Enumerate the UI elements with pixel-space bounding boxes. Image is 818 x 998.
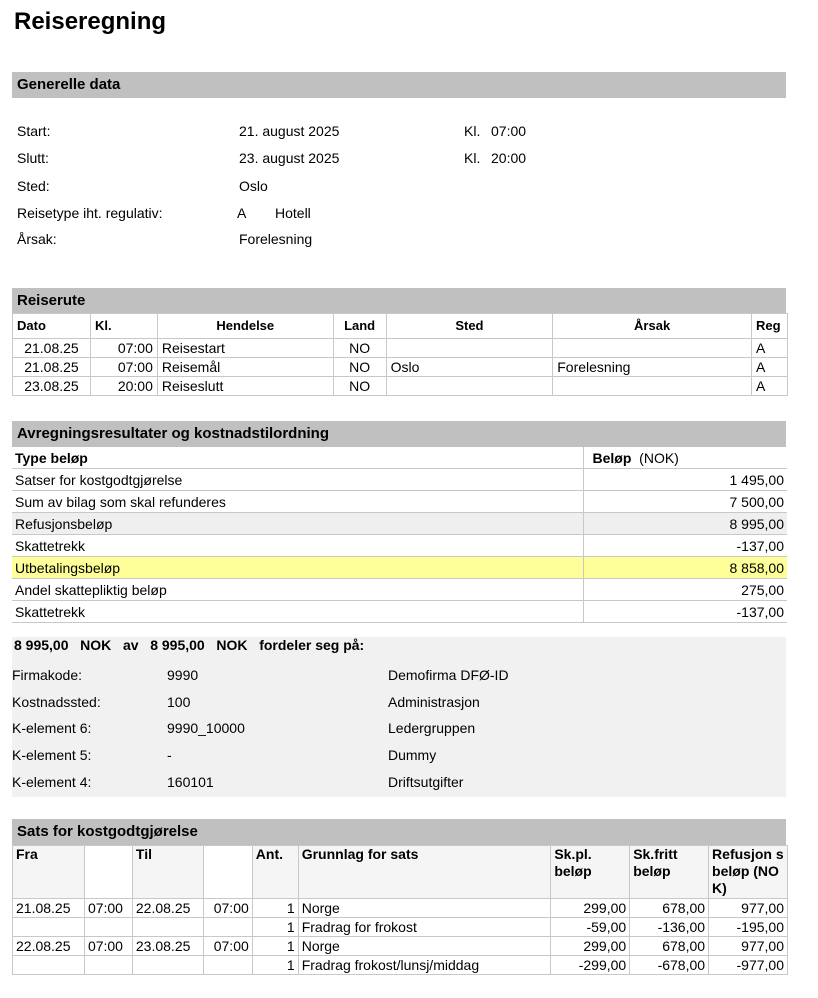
rate-refund: -195,00 — [709, 918, 788, 937]
rate-to-time — [203, 956, 252, 975]
table-row — [12, 601, 787, 623]
rate-taxfree: 678,00 — [630, 899, 709, 918]
table-row — [12, 535, 787, 557]
rate-from-time — [84, 918, 132, 937]
table-row — [12, 491, 787, 513]
route-reason — [553, 339, 752, 358]
route-reg: A — [751, 358, 787, 377]
rate-from-date — [13, 956, 85, 975]
route-event: Reisestart — [157, 339, 333, 358]
dist-code: 100 — [167, 694, 191, 710]
dist-code: - — [167, 747, 172, 763]
rate-basis: Fradrag for frokost — [298, 918, 551, 937]
distribution-summary — [14, 637, 364, 653]
route-time: 20:00 — [90, 377, 157, 396]
place-label: Sted: — [17, 178, 50, 194]
rate-taxable: -59,00 — [551, 918, 630, 937]
settlement-amount: 7 500,00 — [583, 491, 787, 513]
settlement-label: Andel skattepliktig beløp — [12, 579, 583, 601]
distribution-total: 8 995,00 — [150, 637, 205, 653]
rate-taxfree: 678,00 — [630, 937, 709, 956]
route-reason: Forelesning — [553, 358, 752, 377]
rate-count: 1 — [252, 937, 298, 956]
travel-type-value: Hotell — [275, 205, 311, 221]
rate-to-date — [132, 918, 203, 937]
route-reg: A — [751, 339, 787, 358]
table-row — [13, 918, 788, 937]
rate-from-time — [84, 956, 132, 975]
route-reason — [553, 377, 752, 396]
rate-count: 1 — [252, 918, 298, 937]
rate-taxfree: -678,00 — [630, 956, 709, 975]
rates-table — [12, 845, 788, 975]
col-type: Type beløp — [12, 447, 583, 469]
col-sted: Sted — [386, 314, 553, 339]
table-row — [12, 513, 787, 535]
settlement-amount: 1 495,00 — [583, 469, 787, 491]
route-event: Reiseslutt — [157, 377, 333, 396]
dist-code: 9990_10000 — [167, 720, 245, 736]
rate-taxable: 299,00 — [551, 899, 630, 918]
start-date: 21. august 2025 — [239, 123, 340, 139]
general-header: Generelle data — [12, 72, 786, 98]
route-place: Oslo — [386, 358, 553, 377]
col-count: Ant. — [252, 846, 298, 899]
dist-label: K-element 6: — [12, 720, 92, 736]
route-header: Reiserute — [12, 288, 786, 314]
dist-desc: Driftsutgifter — [388, 774, 464, 790]
table-row — [13, 956, 788, 975]
rates-header: Sats for kostgodtgjørelse — [12, 819, 786, 845]
settlement-label: Skattetrekk — [12, 535, 583, 557]
distribution-currency: NOK — [80, 637, 112, 653]
dist-label: Kostnadssted: — [12, 694, 101, 710]
dist-desc: Ledergruppen — [388, 720, 476, 736]
start-label: Start: — [17, 123, 51, 139]
end-label: Slutt: — [17, 150, 49, 166]
table-row — [13, 899, 788, 918]
rate-to-time — [203, 918, 252, 937]
distribution-av: av — [122, 637, 139, 653]
route-date: 21.08.25 — [13, 358, 91, 377]
rate-taxable: -299,00 — [551, 956, 630, 975]
col-amount: Beløp — [592, 449, 632, 466]
col-hendelse: Hendelse — [157, 314, 333, 339]
col-from: Fra — [13, 846, 85, 899]
rate-basis: Fradrag frokost/lunsj/middag — [298, 956, 551, 975]
table-row — [13, 937, 788, 956]
reason-label: Årsak: — [17, 231, 57, 247]
dist-label: Firmakode: — [12, 667, 83, 683]
start-kl-label: Kl. — [464, 123, 481, 139]
end-time: 20:00 — [491, 150, 527, 166]
route-country: NO — [333, 377, 386, 396]
dist-label: K-element 5: — [12, 747, 92, 763]
distribution-text: fordeler seg på: — [259, 637, 365, 653]
settlement-label: Satser for kostgodtgjørelse — [12, 469, 583, 491]
route-place — [386, 377, 553, 396]
rate-from-date: 22.08.25 — [13, 937, 85, 956]
route-time: 07:00 — [90, 339, 157, 358]
route-country: NO — [333, 339, 386, 358]
dist-desc: Dummy — [388, 747, 437, 763]
rate-taxable: 299,00 — [551, 937, 630, 956]
rate-to-time: 07:00 — [203, 937, 252, 956]
route-event: Reisemål — [157, 358, 333, 377]
travel-type-code: A — [237, 205, 247, 221]
col-dato: Dato — [13, 314, 91, 339]
settlement-amount: -137,00 — [583, 535, 787, 557]
rate-to-time: 07:00 — [203, 899, 252, 918]
settlement-table — [12, 447, 787, 623]
rate-refund: 977,00 — [709, 899, 788, 918]
rate-from-time: 07:00 — [84, 937, 132, 956]
rate-to-date: 23.08.25 — [132, 937, 203, 956]
col-refund: Refusjon sbeløp (NOK) — [709, 846, 788, 899]
travel-type-label: Reisetype iht. regulativ: — [17, 205, 163, 221]
route-date: 23.08.25 — [13, 377, 91, 396]
dist-code: 9990 — [167, 667, 199, 683]
col-basis: Grunnlag for sats — [298, 846, 551, 899]
rate-basis: Norge — [298, 899, 551, 918]
rate-count: 1 — [252, 956, 298, 975]
settlement-amount: 8 858,00 — [583, 557, 787, 579]
col-reg: Reg — [751, 314, 787, 339]
col-taxable: Sk.pl. beløp — [551, 846, 630, 899]
distribution-panel — [12, 637, 786, 797]
route-reg: A — [751, 377, 787, 396]
table-row — [12, 557, 787, 579]
col-arsak: Årsak — [553, 314, 752, 339]
rate-taxfree: -136,00 — [630, 918, 709, 937]
table-row — [13, 358, 788, 377]
col-taxfree: Sk.fritt beløp — [630, 846, 709, 899]
end-kl-label: Kl. — [464, 150, 481, 166]
dist-label: K-element 4: — [12, 774, 92, 790]
rate-count: 1 — [252, 899, 298, 918]
reason-value: Forelesning — [239, 231, 313, 247]
table-row — [13, 377, 788, 396]
col-to: Til — [132, 846, 203, 899]
route-time: 07:00 — [90, 358, 157, 377]
rate-basis: Norge — [298, 937, 551, 956]
settlement-label: Refusjonsbeløp — [12, 513, 583, 535]
table-row — [12, 579, 787, 601]
rate-to-date: 22.08.25 — [132, 899, 203, 918]
table-row — [13, 339, 788, 358]
route-country: NO — [333, 358, 386, 377]
settlement-label: Skattetrekk — [12, 601, 583, 623]
table-row — [12, 469, 787, 491]
end-date: 23. august 2025 — [239, 150, 340, 166]
rate-from-date: 21.08.25 — [13, 899, 85, 918]
settlement-label: Utbetalingsbeløp — [12, 557, 583, 579]
page-title: Reiseregning — [14, 8, 167, 35]
distribution-amount: 8 995,00 — [14, 637, 69, 653]
col-currency: (NOK) — [639, 449, 679, 466]
settlement-header: Avregningsresultater og kostnadstilordning — [12, 421, 786, 447]
settlement-amount: -137,00 — [583, 601, 787, 623]
place-value: Oslo — [239, 178, 268, 194]
dist-desc: Administrasjon — [388, 694, 480, 710]
col-kl: Kl. — [90, 314, 157, 339]
settlement-amount: 8 995,00 — [583, 513, 787, 535]
route-date: 21.08.25 — [13, 339, 91, 358]
route-table — [12, 313, 788, 396]
dist-desc: Demofirma DFØ-ID — [388, 667, 509, 683]
start-time: 07:00 — [491, 123, 527, 139]
distribution-total-currency: NOK — [216, 637, 248, 653]
route-place — [386, 339, 553, 358]
rate-refund: -977,00 — [709, 956, 788, 975]
rate-from-date — [13, 918, 85, 937]
rate-refund: 977,00 — [709, 937, 788, 956]
rate-to-date — [132, 956, 203, 975]
settlement-label: Sum av bilag som skal refunderes — [12, 491, 583, 513]
settlement-amount: 275,00 — [583, 579, 787, 601]
col-land: Land — [333, 314, 386, 339]
dist-code: 160101 — [167, 774, 214, 790]
rate-from-time: 07:00 — [84, 899, 132, 918]
